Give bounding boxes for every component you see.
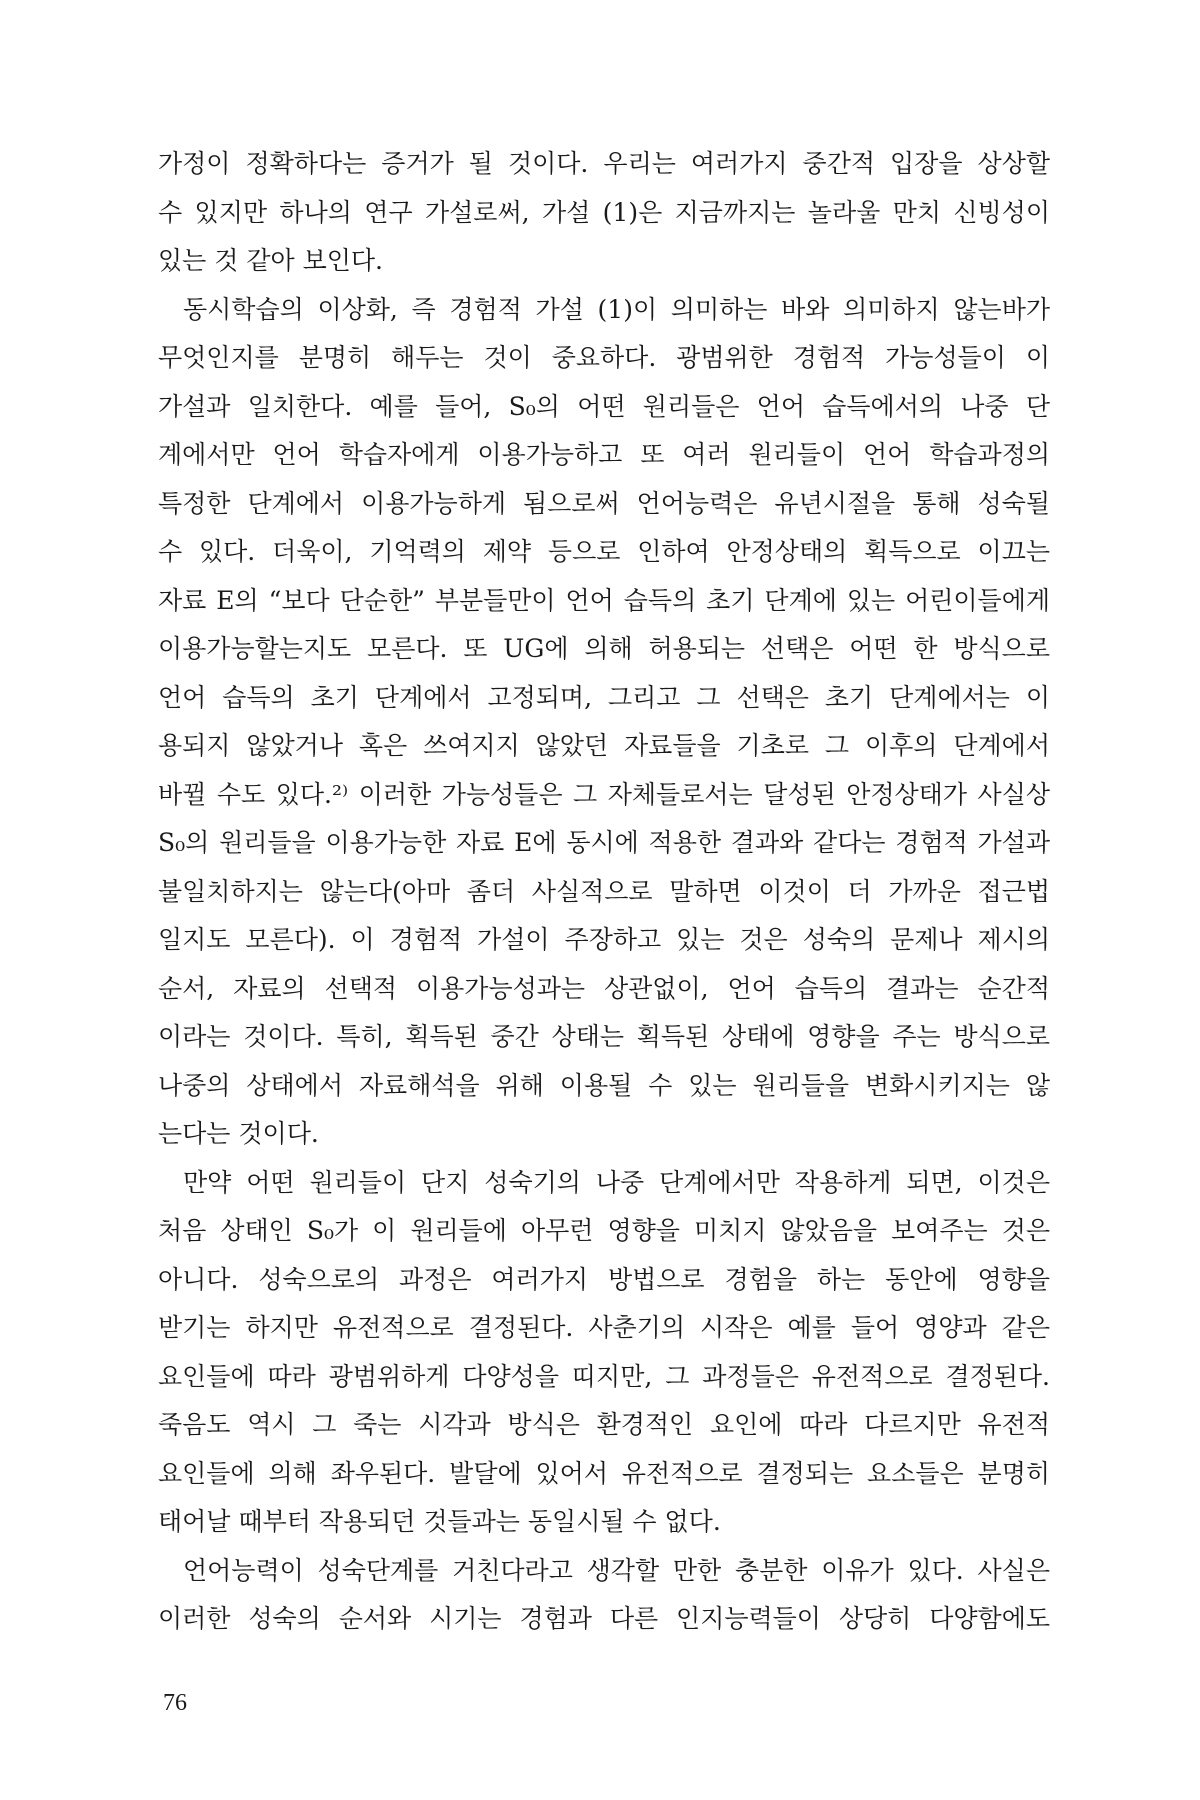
text-line-17: 일지도 모른다). 이 경험적 가설이 주장하고 있는 것은 성숙의 문제나 제시의 (158, 925, 1050, 954)
text-line-16: 불일치하지는 않는다(아마 좀더 사실적으로 말하면 이것이 더 가까운 접근법 (158, 876, 1050, 906)
text-line-9: 수 있다. 더욱이, 기억력의 제약 등으로 인하여 안정상태의 획득으로 이끄는 (158, 537, 1050, 566)
text-line-20: 나중의 상태에서 자료해석을 위해 이용될 수 있는 원리들을 변화시키지는 않 (158, 1070, 1050, 1100)
text-line-14: 바뀔 수도 있다.²⁾ 이러한 가능성들은 그 자체들로서는 달성된 안정상태가 사실상 (158, 779, 1050, 809)
text-line-8: 특정한 단계에서 이용가능하게 됨으로써 언어능력은 유년시절을 통해 성숙될 (158, 488, 1050, 518)
text-line-22: 만약 어떤 원리들이 단지 성숙기의 나중 단계에서만 작용하게 되면, 이것은 (183, 1167, 1050, 1197)
text-line-4: 동시학습의 이상화, 즉 경험적 가설 (1)이 의미하는 바와 의미하지 않는바가 (183, 294, 1050, 324)
text-line-25: 받기는 하지만 유전적으로 결정된다. 사춘기의 시작은 예를 들어 영양과 같은 (158, 1313, 1050, 1342)
text-line-5: 무엇인지를 분명히 해두는 것이 중요하다. 광범위한 경험적 가능성들이 이 (158, 343, 1050, 372)
text-line-29: 태어날 때부터 작용되던 것들과는 동일시될 수 없다. (158, 1507, 721, 1536)
body-text (158, 140, 1050, 1644)
text-line-6: 가설과 일치한다. 예를 들어, S₀의 어떤 원리들은 언어 습득에서의 나중 단 (158, 391, 1050, 421)
text-line-28: 요인들에 의해 좌우된다. 발달에 있어서 유전적으로 결정되는 요소들은 분명히 (158, 1458, 1050, 1488)
text-line-11: 이용가능할는지도 모른다. 또 UG에 의해 허용되는 선택은 어떤 한 방식으로 (158, 634, 1050, 663)
text-line-26: 요인들에 따라 광범위하게 다양성을 띠지만, 그 과정들은 유전적으로 결정된다. (158, 1361, 1050, 1391)
text-line-24: 아니다. 성숙으로의 과정은 여러가지 방법으로 경험을 하는 동안에 영향을 (158, 1264, 1050, 1294)
text-line-27: 죽음도 역시 그 죽는 시각과 방식은 환경적인 요인에 따라 다르지만 유전적 (158, 1410, 1050, 1439)
text-line-18: 순서, 자료의 선택적 이용가능성과는 상관없이, 언어 습득의 결과는 순간적 (158, 973, 1050, 1003)
text-line-10: 자료 E의 “보다 단순한” 부분들만이 언어 습득의 초기 단계에 있는 어린이들에게 (158, 585, 1050, 615)
page-number: 76 (163, 1690, 187, 1716)
text-line-3: 있는 것 같아 보인다. (158, 246, 383, 275)
text-line-13: 용되지 않았거나 혹은 쓰여지지 않았던 자료들을 기초로 그 이후의 단계에서 (158, 731, 1050, 760)
text-line-15: S₀의 원리들을 이용가능한 자료 E에 동시에 적용한 결과와 같다는 경험적 가설과 (158, 828, 1050, 857)
text-line-31: 이러한 성숙의 순서와 시기는 경험과 다른 인지능력들이 상당히 다양함에도 (158, 1604, 1050, 1633)
text-line-12: 언어 습득의 초기 단계에서 고정되며, 그리고 그 선택은 초기 단계에서는 이 (158, 682, 1050, 712)
text-line-19: 이라는 것이다. 특히, 획득된 중간 상태는 획득된 상태에 영향을 주는 방식으로 (158, 1022, 1050, 1051)
text-line-1: 가정이 정확하다는 증거가 될 것이다. 우리는 여러가지 중간적 입장을 상상할 (158, 149, 1050, 178)
text-line-30: 언어능력이 성숙단계를 거친다라고 생각할 만한 충분한 이유가 있다. 사실은 (183, 1555, 1050, 1585)
text-line-23: 처음 상태인 S₀가 이 원리들에 아무런 영향을 미치지 않았음을 보여주는 것은 (158, 1216, 1050, 1245)
text-line-7: 계에서만 언어 학습자에게 이용가능하고 또 여러 원리들이 언어 학습과정의 (158, 440, 1050, 469)
text-line-21: 는다는 것이다. (158, 1119, 319, 1148)
text-line-2: 수 있지만 하나의 연구 가설로써, 가설 (1)은 지금까지는 놀라울 만치 신빙성이 (158, 197, 1050, 227)
